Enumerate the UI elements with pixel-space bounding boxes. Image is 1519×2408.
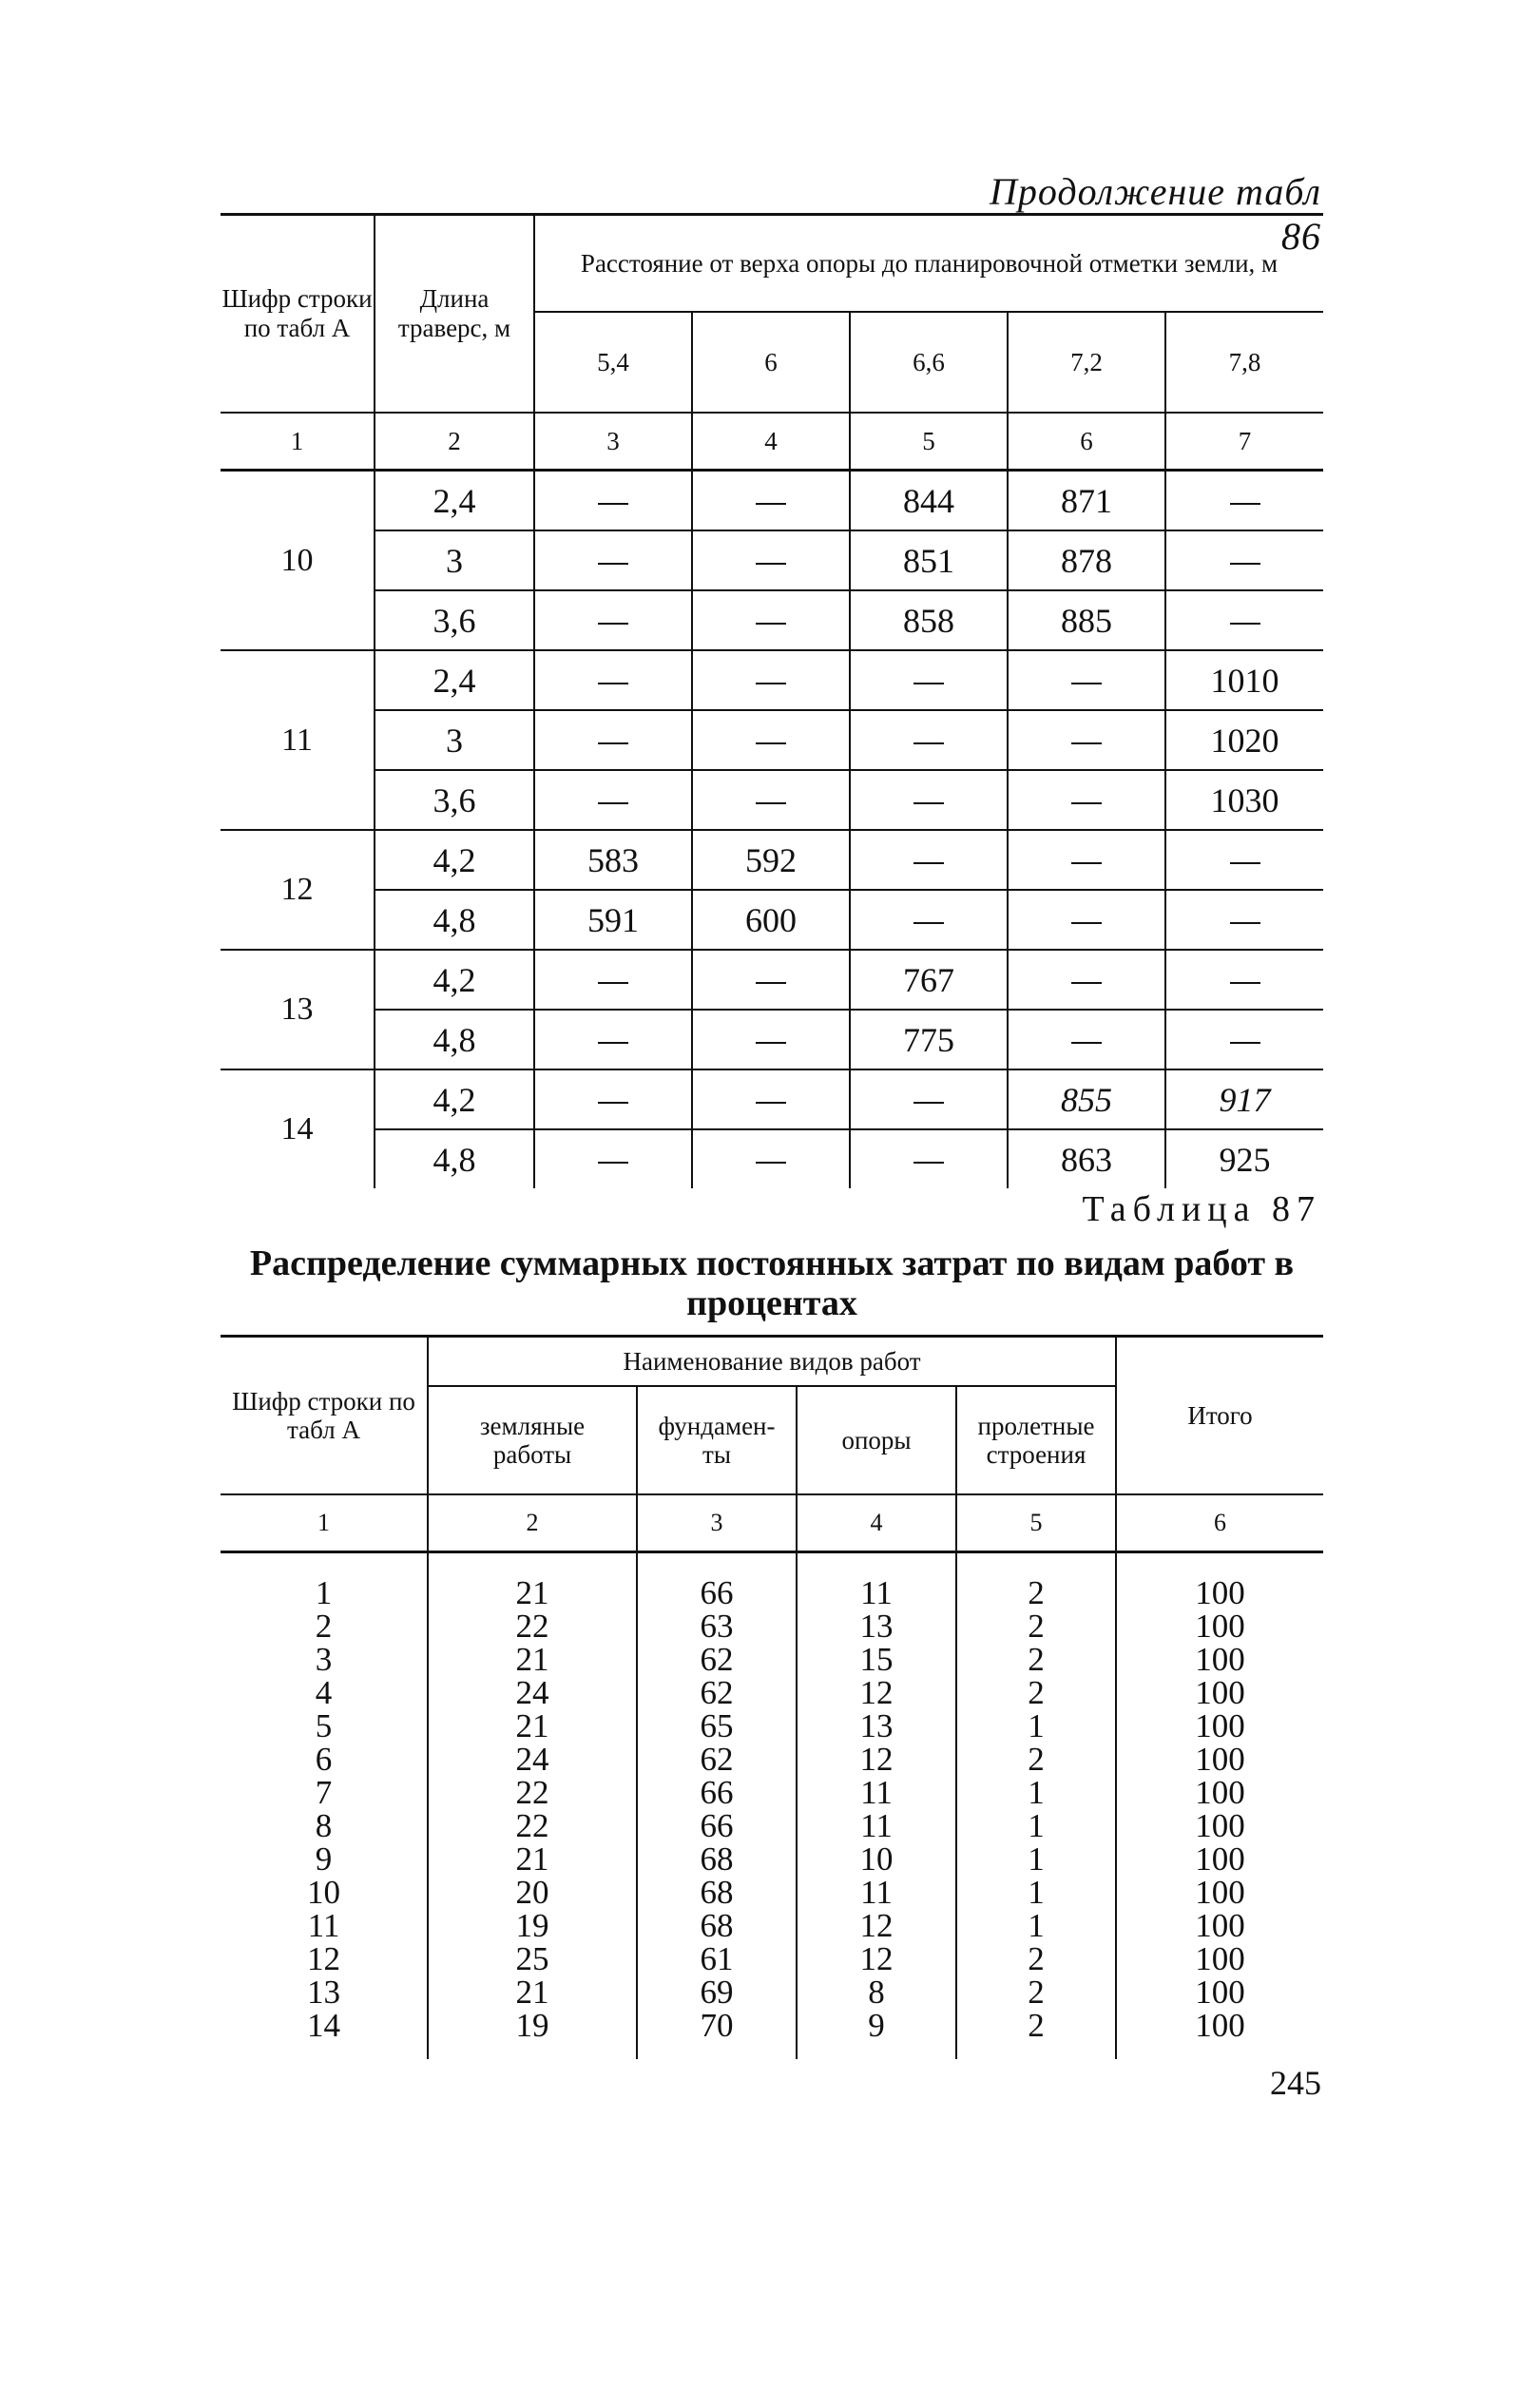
value-cell: 66	[637, 1776, 797, 1809]
value-cell: 878	[1008, 530, 1165, 590]
dash	[756, 982, 786, 984]
table-row	[221, 1942, 1323, 1975]
dash	[756, 503, 786, 505]
value-cell: 63	[637, 1609, 797, 1643]
value-cell: 2	[956, 1676, 1116, 1709]
header-work-types: Наименование видов работ	[428, 1337, 1116, 1387]
value-cell: 100	[1116, 1809, 1323, 1842]
column-number: 3	[534, 413, 692, 471]
value-cell: 592	[692, 830, 850, 890]
dash	[1230, 503, 1260, 505]
value-cell: 100	[1116, 1552, 1323, 1610]
value-cell: 100	[1116, 1609, 1323, 1643]
value-cell: 10	[797, 1842, 956, 1876]
row-code: 3	[315, 1641, 333, 1678]
table-row	[221, 1643, 1323, 1676]
row-code: 14	[307, 2007, 340, 2044]
table-row	[221, 471, 1323, 531]
dash	[598, 683, 628, 684]
dash	[913, 862, 944, 864]
column-number: 4	[797, 1494, 956, 1552]
header-distance-value: 7,8	[1165, 312, 1323, 413]
table-row	[221, 530, 1323, 590]
value-cell: 21	[428, 1643, 637, 1676]
value-cell: 2	[956, 1743, 1116, 1776]
value-cell: 1030	[1165, 770, 1323, 830]
table-row	[221, 1069, 1323, 1129]
dash	[598, 623, 628, 625]
value-cell: 775	[850, 1010, 1008, 1069]
dash	[913, 1102, 944, 1104]
value-cell: 22	[428, 1776, 637, 1809]
column-number: 4	[692, 413, 850, 471]
dash	[1230, 862, 1260, 864]
column-number: 3	[637, 1494, 797, 1552]
table-row	[221, 1809, 1323, 1842]
dash	[598, 1102, 628, 1104]
value-cell: 25	[428, 1942, 637, 1975]
dash	[1071, 683, 1102, 684]
table-row	[221, 770, 1323, 830]
table-row	[221, 2009, 1323, 2059]
value-cell: 70	[637, 2009, 797, 2059]
value-cell: 844	[850, 471, 1008, 531]
value-cell: 583	[534, 830, 692, 890]
value-cell: 1	[956, 1842, 1116, 1876]
value-cell: 871	[1008, 471, 1165, 531]
table-row	[221, 1909, 1323, 1942]
value-cell: 925	[1165, 1129, 1323, 1188]
value-cell: 68	[637, 1909, 797, 1942]
table-87-label: Таблица 87	[1082, 1189, 1321, 1229]
traverse-length: 3	[375, 710, 534, 770]
dash	[913, 1162, 944, 1164]
header-spans: пролетные строения	[956, 1386, 1116, 1494]
value-cell: 1	[956, 1809, 1116, 1842]
traverse-length: 3	[375, 530, 534, 590]
traverse-length: 4,2	[375, 1069, 534, 1129]
value-cell: 100	[1116, 1743, 1323, 1776]
value-cell: 24	[428, 1676, 637, 1709]
value-cell: 855	[1008, 1069, 1165, 1129]
dash	[1071, 982, 1102, 984]
traverse-length: 4,2	[375, 950, 534, 1010]
value-cell: 11	[797, 1809, 956, 1842]
value-cell: 19	[428, 1909, 637, 1942]
dash	[598, 802, 628, 804]
header-code: Шифр строки по табл А	[221, 215, 375, 414]
row-code: 12	[221, 830, 375, 950]
dash	[1071, 862, 1102, 864]
value-cell: 600	[692, 890, 850, 950]
value-cell: 21	[428, 1552, 637, 1610]
value-cell: 1	[956, 1776, 1116, 1809]
table-row	[221, 1842, 1323, 1876]
row-code: 11	[307, 1907, 340, 1944]
table-row	[221, 1129, 1323, 1188]
column-number: 6	[1008, 413, 1165, 471]
value-cell: 21	[428, 1842, 637, 1876]
value-cell: 21	[428, 1975, 637, 2009]
dash	[598, 1042, 628, 1044]
value-cell: 2	[956, 1643, 1116, 1676]
header-earthworks: земляные работы	[428, 1386, 637, 1494]
continuation-caption: Продолжение табл 86	[989, 170, 1321, 258]
dash	[756, 683, 786, 684]
value-cell: 100	[1116, 2009, 1323, 2059]
value-cell: 24	[428, 1743, 637, 1776]
dash	[1071, 742, 1102, 744]
row-code: 7	[315, 1774, 333, 1811]
table-row	[221, 1743, 1323, 1776]
table-row	[221, 1709, 1323, 1743]
traverse-length: 3,6	[375, 770, 534, 830]
dash	[756, 742, 786, 744]
dash	[1230, 1042, 1260, 1044]
table-row	[221, 1676, 1323, 1709]
dash	[913, 742, 944, 744]
column-number: 5	[850, 413, 1008, 471]
value-cell: 66	[637, 1552, 797, 1610]
row-code: 10	[221, 471, 375, 651]
value-cell: 917	[1165, 1069, 1323, 1129]
header-distance: Расстояние от верха опоры до планировочной отметки земли, м	[534, 215, 1323, 313]
value-cell: 2	[956, 1942, 1116, 1975]
value-cell: 22	[428, 1809, 637, 1842]
header-foundations: фундамен- ты	[637, 1386, 797, 1494]
value-cell: 2	[956, 1975, 1116, 2009]
value-cell: 20	[428, 1876, 637, 1909]
traverse-length: 2,4	[375, 471, 534, 531]
dash	[1071, 1042, 1102, 1044]
dash	[756, 623, 786, 625]
column-number: 1	[221, 413, 375, 471]
column-number: 2	[428, 1494, 637, 1552]
value-cell: 12	[797, 1676, 956, 1709]
value-cell: 66	[637, 1809, 797, 1842]
value-cell: 62	[637, 1676, 797, 1709]
value-cell: 1010	[1165, 650, 1323, 710]
column-number: 2	[375, 413, 534, 471]
value-cell: 863	[1008, 1129, 1165, 1188]
header-distance-value: 5,4	[534, 312, 692, 413]
value-cell: 11	[797, 1776, 956, 1809]
dash	[1071, 802, 1102, 804]
traverse-length: 3,6	[375, 590, 534, 650]
table-row	[221, 710, 1323, 770]
value-cell: 100	[1116, 1776, 1323, 1809]
row-code: 8	[315, 1807, 333, 1844]
column-number: 1	[221, 1494, 428, 1552]
header-total: Итого	[1116, 1337, 1323, 1495]
value-cell: 1	[956, 1876, 1116, 1909]
row-code: 12	[307, 1940, 340, 1977]
table-row	[221, 1975, 1323, 2009]
row-code: 14	[221, 1069, 375, 1188]
dash	[1230, 982, 1260, 984]
value-cell: 68	[637, 1842, 797, 1876]
row-code: 10	[307, 1874, 340, 1911]
value-cell: 69	[637, 1975, 797, 2009]
value-cell: 2	[956, 1609, 1116, 1643]
header-distance-value: 6,6	[850, 312, 1008, 413]
value-cell: 1020	[1165, 710, 1323, 770]
row-code: 6	[315, 1741, 333, 1778]
dash	[913, 922, 944, 924]
table-87-title: Распределение суммарных постоянных затрат по видам работ в процентах	[249, 1243, 1295, 1323]
dash	[913, 802, 944, 804]
value-cell: 885	[1008, 590, 1165, 650]
value-cell: 1	[956, 1709, 1116, 1743]
dash	[756, 563, 786, 565]
value-cell: 1	[956, 1909, 1116, 1942]
row-code: 9	[315, 1840, 333, 1878]
value-cell: 100	[1116, 1709, 1323, 1743]
row-code: 1	[315, 1574, 333, 1611]
header-supports: опоры	[797, 1386, 956, 1494]
value-cell: 13	[797, 1609, 956, 1643]
dash	[756, 1162, 786, 1164]
value-cell: 15	[797, 1643, 956, 1676]
table-86	[221, 213, 1323, 1188]
value-cell: 11	[797, 1552, 956, 1610]
value-cell: 8	[797, 1975, 956, 2009]
dash	[1071, 922, 1102, 924]
header-distance-value: 7,2	[1008, 312, 1165, 413]
header-distance-value: 6	[692, 312, 850, 413]
value-cell: 858	[850, 590, 1008, 650]
value-cell: 100	[1116, 1975, 1323, 2009]
value-cell: 12	[797, 1743, 956, 1776]
dash	[598, 563, 628, 565]
value-cell: 100	[1116, 1942, 1323, 1975]
dash	[756, 802, 786, 804]
column-number: 5	[956, 1494, 1116, 1552]
table-row	[221, 1010, 1323, 1069]
dash	[756, 1102, 786, 1104]
value-cell: 13	[797, 1709, 956, 1743]
dash	[1230, 922, 1260, 924]
value-cell: 100	[1116, 1876, 1323, 1909]
value-cell: 21	[428, 1709, 637, 1743]
table-row	[221, 1876, 1323, 1909]
header-code: Шифр строки по табл А	[221, 1337, 428, 1495]
traverse-length: 4,8	[375, 890, 534, 950]
value-cell: 851	[850, 530, 1008, 590]
dash	[1230, 623, 1260, 625]
dash	[598, 1162, 628, 1164]
value-cell: 767	[850, 950, 1008, 1010]
table-row	[221, 950, 1323, 1010]
column-number: 6	[1116, 1494, 1323, 1552]
value-cell: 100	[1116, 1676, 1323, 1709]
table-row	[221, 890, 1323, 950]
dash	[1230, 563, 1260, 565]
value-cell: 9	[797, 2009, 956, 2059]
value-cell: 68	[637, 1876, 797, 1909]
value-cell: 100	[1116, 1643, 1323, 1676]
value-cell: 65	[637, 1709, 797, 1743]
row-code: 2	[315, 1608, 333, 1645]
traverse-length: 4,2	[375, 830, 534, 890]
value-cell: 61	[637, 1942, 797, 1975]
value-cell: 11	[797, 1876, 956, 1909]
dash	[598, 503, 628, 505]
row-code: 5	[315, 1707, 333, 1744]
row-code: 13	[307, 1974, 340, 2011]
value-cell: 591	[534, 890, 692, 950]
value-cell: 100	[1116, 1842, 1323, 1876]
table-row	[221, 1609, 1323, 1643]
traverse-length: 2,4	[375, 650, 534, 710]
table-87	[221, 1335, 1323, 2059]
table-row	[221, 830, 1323, 890]
dash	[598, 982, 628, 984]
row-code: 13	[221, 950, 375, 1069]
dash	[913, 683, 944, 684]
value-cell: 19	[428, 2009, 637, 2059]
table-row	[221, 1552, 1323, 1610]
table-row	[221, 650, 1323, 710]
value-cell: 2	[956, 2009, 1116, 2059]
page-number: 245	[1270, 2064, 1321, 2102]
dash	[598, 742, 628, 744]
value-cell: 100	[1116, 1909, 1323, 1942]
value-cell: 22	[428, 1609, 637, 1643]
table-row	[221, 590, 1323, 650]
value-cell: 62	[637, 1643, 797, 1676]
header-length: Длина траверс, м	[375, 215, 534, 414]
value-cell: 12	[797, 1909, 956, 1942]
value-cell: 12	[797, 1942, 956, 1975]
traverse-length: 4,8	[375, 1010, 534, 1069]
value-cell: 2	[956, 1552, 1116, 1610]
value-cell: 62	[637, 1743, 797, 1776]
table-row	[221, 1776, 1323, 1809]
dash	[756, 1042, 786, 1044]
column-number: 7	[1165, 413, 1323, 471]
row-code: 4	[315, 1674, 333, 1711]
row-code: 11	[221, 650, 375, 830]
traverse-length: 4,8	[375, 1129, 534, 1188]
